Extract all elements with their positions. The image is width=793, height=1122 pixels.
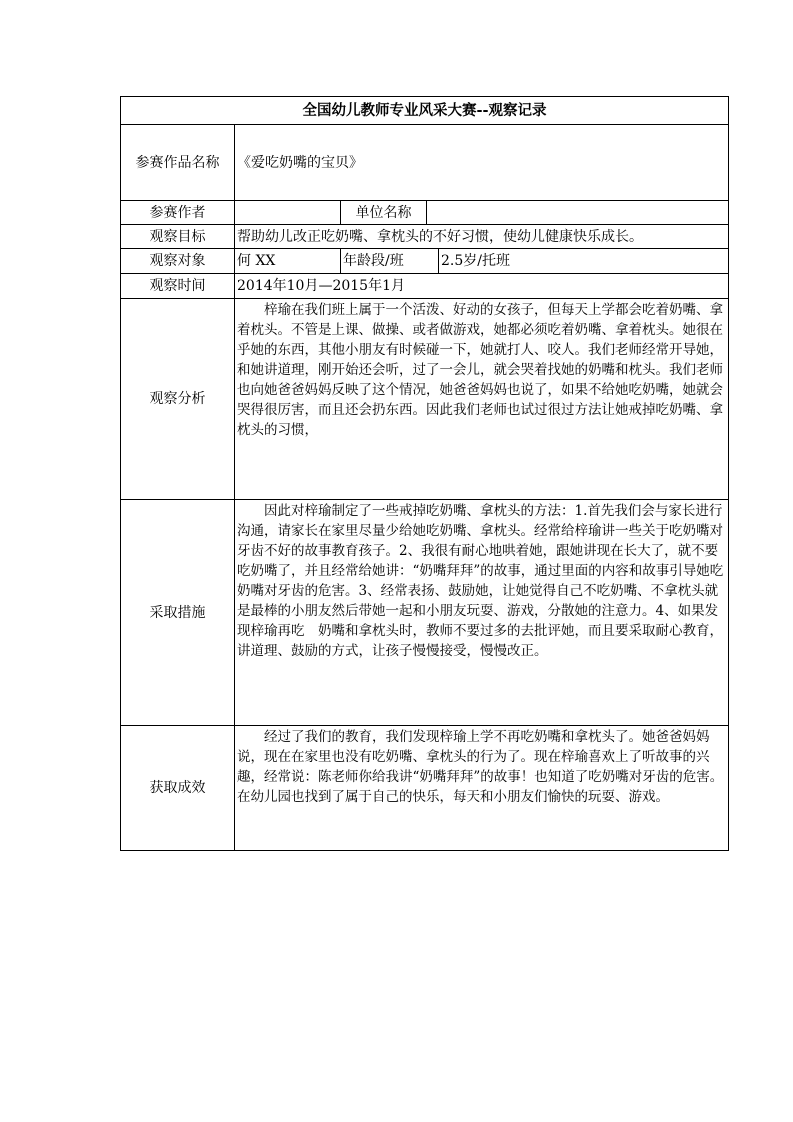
results-label: 获取成效	[121, 726, 235, 851]
work-name-value: 《爱吃奶嘴的宝贝》	[235, 125, 729, 201]
page-title: 全国幼儿教师专业风采大赛--观察记录	[121, 97, 729, 125]
analysis-label: 观察分析	[121, 299, 235, 500]
unit-name-label: 单位名称	[341, 201, 427, 225]
author-label: 参赛作者	[121, 201, 235, 225]
goal-label: 观察目标	[121, 225, 235, 249]
time-value: 2014年10月—2015年1月	[235, 274, 729, 299]
author-value	[235, 201, 341, 225]
measures-label: 采取措施	[121, 500, 235, 726]
work-name-label: 参赛作品名称	[121, 125, 235, 201]
subject-value: 何 XX	[235, 249, 341, 274]
unit-name-value	[427, 201, 729, 225]
observation-record-table	[120, 96, 729, 851]
age-class-label: 年龄段/班	[341, 249, 439, 274]
subject-label: 观察对象	[121, 249, 235, 274]
measures-text: 因此对梓瑜制定了一些戒掉吃奶嘴、拿枕头的方法：1.首先我们会与家长进行沟通，请家长在家里尽量少给她吃奶嘴、拿枕头。经常给梓瑜讲一些关于吃奶嘴对牙齿不好的故事教育孩子。2、我很有耐心地哄着她，跟她讲现在长大了，就不要吃奶嘴了，并且经常给她讲：“奶嘴拜拜”的故事，通过里面的内容和故事引导她吃奶嘴对牙齿的危害。3、经常表扬、鼓励她，让她觉得自己不吃奶嘴、不拿枕头就是最棒的小朋友然后带她一起和小朋友玩耍、游戏，分散她的注意力。4、如果发现梓瑜再吃 奶嘴和拿枕头时，教师不要过多的去批评她，而且要采取耐心教育，讲道理、鼓励的方式，让孩子慢慢接受，慢慢改正。	[235, 500, 729, 726]
results-text: 经过了我们的教育，我们发现梓瑜上学不再吃奶嘴和拿枕头了。她爸爸妈妈说，现在在家里也没有吃奶嘴、拿枕头的行为了。现在梓瑜喜欢上了听故事的兴趣，经常说：陈老师你给我讲“奶嘴拜拜”的故事！也知道了吃奶嘴对牙齿的危害。在幼儿园也找到了属于自己的快乐，每天和小朋友们愉快的玩耍、游戏。	[235, 726, 729, 851]
goal-value: 帮助幼儿改正吃奶嘴、拿枕头的不好习惯，使幼儿健康快乐成长。	[235, 225, 729, 249]
analysis-text: 梓瑜在我们班上属于一个活泼、好动的女孩子，但每天上学都会吃着奶嘴、拿着枕头。不管是上课、做操、或者做游戏，她都必须吃着奶嘴、拿着枕头。她很在乎她的东西，其他小朋友有时候碰一下，她就打人、咬人。我们老师经常开导她，和她讲道理，刚开始还会听，过了一会儿，就会哭着找她的奶嘴和枕头。我们老师也向她爸爸妈妈反映了这个情况，她爸爸妈妈也说了，如果不给她吃奶嘴，她就会哭得很厉害，而且还会扔东西。因此我们老师也试过很过方法让她戒掉吃奶嘴、拿枕头的习惯，	[235, 299, 729, 500]
time-label: 观察时间	[121, 274, 235, 299]
age-class-value: 2.5岁/托班	[439, 249, 729, 274]
